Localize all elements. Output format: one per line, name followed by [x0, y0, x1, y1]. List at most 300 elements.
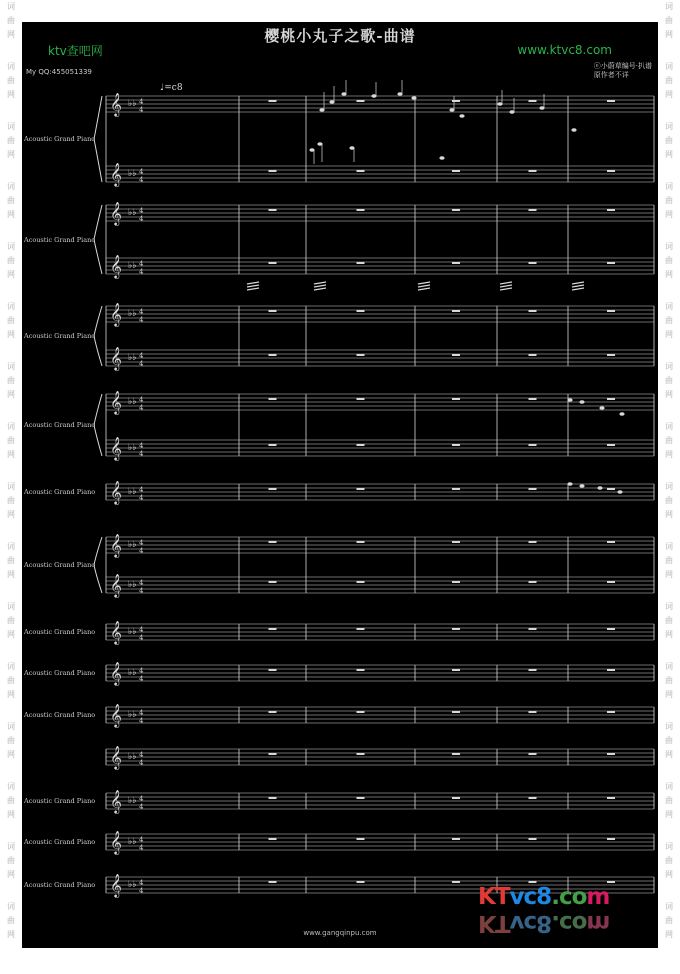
whole-rest — [607, 398, 615, 400]
instrument-label: Acoustic Grand Piano — [24, 838, 96, 846]
margin-char: 曲 — [7, 76, 15, 85]
margin-char: 词 — [7, 902, 15, 911]
margin-char: 曲 — [665, 796, 673, 805]
whole-rest — [357, 354, 365, 356]
whole-rest — [452, 100, 460, 102]
margin-char: 曲 — [7, 556, 15, 565]
whole-rest — [452, 838, 460, 840]
margin-char: 网 — [7, 570, 15, 579]
whole-rest — [269, 100, 277, 102]
whole-rest — [269, 628, 277, 630]
time-sig-top: 4 — [139, 667, 144, 675]
whole-rest — [269, 398, 277, 400]
clef-glyph: 𝄞 — [110, 533, 122, 557]
clef-glyph: 𝄞 — [110, 254, 122, 278]
margin-char: 词 — [665, 782, 673, 791]
score-page — [22, 22, 658, 948]
time-sig-top: 4 — [139, 260, 144, 268]
footer-site: www.gangqinpu.com — [303, 929, 377, 937]
whole-rest — [357, 541, 365, 543]
note-head — [599, 406, 604, 410]
key-signature: ♭♭ — [128, 627, 137, 637]
whole-rest — [269, 488, 277, 490]
margin-char: 曲 — [7, 916, 15, 925]
whole-rest — [269, 581, 277, 583]
time-sig-bottom: 4 — [139, 268, 144, 276]
note-head — [567, 398, 572, 402]
whole-rest — [529, 398, 537, 400]
watermark-right: www.ktvc8.com — [517, 43, 612, 57]
whole-rest — [357, 881, 365, 883]
whole-rest — [269, 310, 277, 312]
clef-glyph: 𝄞 — [110, 480, 122, 504]
time-sig-top: 4 — [139, 626, 144, 634]
tremolo-bar — [500, 282, 512, 284]
margin-char: 曲 — [665, 916, 673, 925]
left-margin-watermark — [0, 0, 22, 974]
key-signature: ♭♭ — [128, 540, 137, 550]
whole-rest — [269, 797, 277, 799]
margin-char: 词 — [665, 662, 673, 671]
instrument-label: Acoustic Grand Piano — [24, 488, 96, 496]
margin-char: 网 — [7, 330, 15, 339]
whole-rest — [529, 310, 537, 312]
margin-char: 词 — [665, 542, 673, 551]
margin-char: 曲 — [7, 676, 15, 685]
time-sig-top: 4 — [139, 579, 144, 587]
instrument-label: Acoustic Grand Piano — [24, 881, 96, 889]
margin-char: 曲 — [665, 256, 673, 265]
margin-char: 网 — [665, 810, 673, 819]
margin-char: 词 — [7, 362, 15, 371]
instrument-label: Acoustic Grand Piano — [24, 561, 96, 569]
note-head — [439, 156, 444, 160]
note-head — [597, 486, 602, 490]
margin-char: 曲 — [665, 736, 673, 745]
whole-rest — [529, 488, 537, 490]
time-sig-top: 4 — [139, 751, 144, 759]
clef-glyph: 𝄞 — [110, 436, 122, 460]
whole-rest — [529, 753, 537, 755]
margin-char: 词 — [7, 542, 15, 551]
note-head — [571, 128, 576, 132]
tremolo-bar — [418, 285, 430, 287]
clef-glyph: 𝄞 — [110, 661, 122, 685]
whole-rest — [452, 398, 460, 400]
margin-char: 网 — [665, 390, 673, 399]
margin-char: 网 — [7, 390, 15, 399]
time-sig-top: 4 — [139, 207, 144, 215]
margin-char: 网 — [665, 510, 673, 519]
whole-rest — [607, 581, 615, 583]
whole-rest — [357, 581, 365, 583]
margin-char: 词 — [7, 302, 15, 311]
whole-rest — [269, 354, 277, 356]
margin-char: 网 — [665, 750, 673, 759]
time-sig-bottom: 4 — [139, 404, 144, 412]
instrument-label: Acoustic Grand Piano — [24, 797, 96, 805]
margin-char: 词 — [665, 182, 673, 191]
margin-char: 曲 — [665, 196, 673, 205]
note-head — [619, 412, 624, 416]
margin-char: 词 — [665, 902, 673, 911]
key-signature: ♭♭ — [128, 309, 137, 319]
key-signature: ♭♭ — [128, 752, 137, 762]
tremolo-bar — [418, 282, 430, 284]
margin-char: 网 — [665, 570, 673, 579]
time-sig-bottom: 4 — [139, 215, 144, 223]
instrument-label: Acoustic Grand Piano — [24, 235, 96, 244]
whole-rest — [269, 541, 277, 543]
whole-rest — [452, 488, 460, 490]
whole-rest — [607, 797, 615, 799]
time-sig-bottom: 4 — [139, 547, 144, 555]
whole-rest — [607, 488, 615, 490]
instrument-label: Acoustic Grand Piano — [24, 332, 96, 340]
key-signature: ♭♭ — [128, 443, 137, 453]
whole-rest — [357, 753, 365, 755]
margin-char: 词 — [7, 602, 15, 611]
margin-char: 曲 — [665, 316, 673, 325]
whole-rest — [607, 209, 615, 211]
time-sig-bottom: 4 — [139, 587, 144, 595]
whole-rest — [607, 881, 615, 883]
tremolo-bar — [572, 285, 584, 287]
whole-rest — [357, 838, 365, 840]
clef-glyph: 𝄞 — [110, 789, 122, 813]
time-sig-top: 4 — [139, 352, 144, 360]
margin-char: 词 — [665, 722, 673, 731]
time-sig-bottom: 4 — [139, 450, 144, 458]
instrument-label: Acoustic Grand Piano — [24, 421, 96, 429]
tremolo-bar — [247, 288, 259, 290]
margin-char: 网 — [665, 870, 673, 879]
whole-rest — [452, 797, 460, 799]
key-signature: ♭♭ — [128, 796, 137, 806]
time-sig-top: 4 — [139, 396, 144, 404]
margin-char: 词 — [7, 122, 15, 131]
key-signature: ♭♭ — [128, 880, 137, 890]
margin-char: 词 — [7, 782, 15, 791]
margin-char: 网 — [7, 30, 15, 39]
margin-char: 网 — [7, 270, 15, 279]
whole-rest — [529, 262, 537, 264]
whole-rest — [357, 262, 365, 264]
time-sig-bottom: 4 — [139, 717, 144, 725]
whole-rest — [269, 262, 277, 264]
margin-char: 网 — [665, 90, 673, 99]
tempo-marking: ♩=c8 — [160, 83, 183, 93]
whole-rest — [269, 444, 277, 446]
instrument-label: Acoustic Grand Piano — [24, 669, 96, 677]
whole-rest — [357, 797, 365, 799]
clef-glyph: 𝄞 — [110, 302, 122, 326]
tremolo-bar — [314, 285, 326, 287]
margin-char: 网 — [7, 210, 15, 219]
whole-rest — [269, 881, 277, 883]
whole-rest — [607, 100, 615, 102]
whole-rest — [529, 541, 537, 543]
whole-rest — [529, 209, 537, 211]
time-sig-bottom: 4 — [139, 316, 144, 324]
margin-char: 曲 — [665, 676, 673, 685]
whole-rest — [452, 262, 460, 264]
whole-rest — [357, 398, 365, 400]
margin-char: 曲 — [665, 16, 673, 25]
key-signature: ♭♭ — [128, 487, 137, 497]
whole-rest — [269, 170, 277, 172]
margin-char: 网 — [7, 510, 15, 519]
right-margin-watermark — [658, 0, 680, 974]
clef-glyph: 𝄞 — [110, 745, 122, 769]
whole-rest — [607, 711, 615, 713]
note-head — [459, 114, 464, 118]
whole-rest — [607, 541, 615, 543]
tremolo-bar — [572, 282, 584, 284]
time-sig-top: 4 — [139, 795, 144, 803]
clef-glyph: 𝄞 — [110, 620, 122, 644]
clef-glyph: 𝄞 — [110, 830, 122, 854]
key-signature: ♭♭ — [128, 668, 137, 678]
whole-rest — [607, 628, 615, 630]
contact-line: My QQ:455051339 — [26, 68, 92, 76]
time-sig-top: 4 — [139, 836, 144, 844]
margin-char: 网 — [7, 630, 15, 639]
key-signature: ♭♭ — [128, 353, 137, 363]
note-head — [579, 484, 584, 488]
margin-char: 曲 — [7, 736, 15, 745]
whole-rest — [452, 170, 460, 172]
tremolo-bar — [418, 288, 430, 290]
time-sig-bottom: 4 — [139, 844, 144, 852]
instrument-label: Acoustic Grand Piano — [24, 135, 96, 143]
margin-char: 曲 — [665, 556, 673, 565]
margin-char: 网 — [7, 870, 15, 879]
margin-char: 词 — [665, 842, 673, 851]
clef-glyph: 𝄞 — [110, 162, 122, 186]
ktvc8-logo: KTvc8.com — [478, 884, 610, 910]
note-head — [411, 96, 416, 100]
tremolo-bar — [314, 282, 326, 284]
margin-char: 曲 — [7, 616, 15, 625]
margin-char: 网 — [665, 30, 673, 39]
margin-char: 词 — [665, 122, 673, 131]
whole-rest — [607, 354, 615, 356]
margin-char: 曲 — [7, 256, 15, 265]
time-sig-bottom: 4 — [139, 360, 144, 368]
whole-rest — [452, 354, 460, 356]
key-signature: ♭♭ — [128, 837, 137, 847]
margin-char: 网 — [665, 690, 673, 699]
whole-rest — [607, 310, 615, 312]
whole-rest — [357, 100, 365, 102]
arranger-line-2: 原作者不详 — [593, 71, 629, 79]
margin-char: 词 — [665, 482, 673, 491]
tremolo-bar — [314, 288, 326, 290]
time-sig-top: 4 — [139, 539, 144, 547]
margin-char: 曲 — [665, 76, 673, 85]
margin-char: 词 — [7, 182, 15, 191]
margin-char: 词 — [7, 482, 15, 491]
time-sig-bottom: 4 — [139, 106, 144, 114]
note-head — [579, 400, 584, 404]
whole-rest — [269, 753, 277, 755]
margin-char: 词 — [7, 422, 15, 431]
key-signature: ♭♭ — [128, 99, 137, 109]
score-staves — [22, 22, 658, 948]
margin-char: 曲 — [7, 376, 15, 385]
margin-char: 网 — [7, 450, 15, 459]
time-sig-top: 4 — [139, 709, 144, 717]
whole-rest — [452, 541, 460, 543]
time-sig-top: 4 — [139, 879, 144, 887]
tremolo-bar — [500, 288, 512, 290]
whole-rest — [529, 581, 537, 583]
margin-char: 词 — [665, 242, 673, 251]
time-sig-bottom: 4 — [139, 634, 144, 642]
margin-char: 网 — [7, 690, 15, 699]
whole-rest — [529, 711, 537, 713]
whole-rest — [607, 669, 615, 671]
whole-rest — [357, 310, 365, 312]
margin-char: 词 — [665, 362, 673, 371]
time-sig-top: 4 — [139, 486, 144, 494]
clef-glyph: 𝄞 — [110, 92, 122, 116]
tremolo-bar — [572, 288, 584, 290]
margin-char: 曲 — [7, 136, 15, 145]
margin-char: 网 — [665, 930, 673, 939]
instrument-label: Acoustic Grand Piano — [24, 711, 96, 719]
whole-rest — [269, 838, 277, 840]
margin-char: 网 — [7, 810, 15, 819]
margin-char: 网 — [7, 750, 15, 759]
margin-char: 词 — [665, 302, 673, 311]
margin-char: 曲 — [7, 856, 15, 865]
whole-rest — [357, 170, 365, 172]
margin-char: 曲 — [7, 316, 15, 325]
margin-char: 曲 — [665, 436, 673, 445]
note-head — [617, 490, 622, 494]
key-signature: ♭♭ — [128, 261, 137, 271]
whole-rest — [529, 100, 537, 102]
time-sig-bottom: 4 — [139, 176, 144, 184]
key-signature: ♭♭ — [128, 710, 137, 720]
time-sig-top: 4 — [139, 98, 144, 106]
whole-rest — [452, 310, 460, 312]
time-sig-bottom: 4 — [139, 675, 144, 683]
margin-char: 词 — [7, 722, 15, 731]
tremolo-bar — [247, 282, 259, 284]
time-sig-top: 4 — [139, 308, 144, 316]
time-sig-bottom: 4 — [139, 494, 144, 502]
margin-char: 曲 — [7, 796, 15, 805]
key-signature: ♭♭ — [128, 580, 137, 590]
whole-rest — [357, 444, 365, 446]
margin-char: 网 — [665, 450, 673, 459]
score-title: 樱桃小丸子之歌-曲谱 — [264, 27, 416, 45]
margin-char: 曲 — [665, 856, 673, 865]
whole-rest — [452, 581, 460, 583]
whole-rest — [357, 209, 365, 211]
whole-rest — [357, 711, 365, 713]
whole-rest — [357, 628, 365, 630]
margin-char: 曲 — [665, 616, 673, 625]
margin-char: 网 — [665, 330, 673, 339]
whole-rest — [269, 209, 277, 211]
note-head — [567, 482, 572, 486]
time-sig-top: 4 — [139, 168, 144, 176]
whole-rest — [452, 753, 460, 755]
margin-char: 词 — [7, 842, 15, 851]
whole-rest — [452, 881, 460, 883]
whole-rest — [452, 444, 460, 446]
whole-rest — [529, 881, 537, 883]
watermark-left: ktv查吧网 — [48, 44, 103, 58]
arranger-line-1: ⓔ小蔚草编号·扒谱 — [593, 62, 652, 70]
whole-rest — [529, 444, 537, 446]
margin-char: 曲 — [7, 16, 15, 25]
whole-rest — [529, 628, 537, 630]
whole-rest — [529, 170, 537, 172]
ktvc8-logo-reflection: KTvc8.com — [478, 910, 610, 936]
clef-glyph: 𝄞 — [110, 703, 122, 727]
whole-rest — [607, 170, 615, 172]
whole-rest — [452, 711, 460, 713]
clef-glyph: 𝄞 — [110, 201, 122, 225]
whole-rest — [607, 444, 615, 446]
whole-rest — [452, 209, 460, 211]
whole-rest — [529, 669, 537, 671]
whole-rest — [357, 488, 365, 490]
key-signature: ♭♭ — [128, 208, 137, 218]
clef-glyph: 𝄞 — [110, 346, 122, 370]
whole-rest — [529, 354, 537, 356]
margin-char: 网 — [7, 150, 15, 159]
margin-char: 词 — [7, 242, 15, 251]
key-signature: ♭♭ — [128, 397, 137, 407]
clef-glyph: 𝄞 — [110, 390, 122, 414]
margin-char: 网 — [7, 930, 15, 939]
margin-char: 词 — [7, 2, 15, 11]
whole-rest — [357, 669, 365, 671]
margin-char: 网 — [7, 90, 15, 99]
whole-rest — [607, 262, 615, 264]
tremolo-bar — [247, 285, 259, 287]
whole-rest — [529, 838, 537, 840]
margin-char: 曲 — [7, 436, 15, 445]
time-sig-bottom: 4 — [139, 887, 144, 895]
whole-rest — [452, 669, 460, 671]
time-sig-bottom: 4 — [139, 803, 144, 811]
margin-char: 网 — [665, 630, 673, 639]
margin-char: 词 — [665, 62, 673, 71]
margin-char: 词 — [665, 2, 673, 11]
tremolo-bar — [500, 285, 512, 287]
whole-rest — [452, 628, 460, 630]
margin-char: 词 — [665, 602, 673, 611]
time-sig-bottom: 4 — [139, 759, 144, 767]
clef-glyph: 𝄞 — [110, 573, 122, 597]
margin-char: 网 — [665, 270, 673, 279]
whole-rest — [529, 797, 537, 799]
margin-char: 网 — [665, 210, 673, 219]
whole-rest — [607, 753, 615, 755]
instrument-label: Acoustic Grand Piano — [24, 628, 96, 636]
whole-rest — [607, 838, 615, 840]
clef-glyph: 𝄞 — [110, 873, 122, 897]
margin-char: 词 — [7, 62, 15, 71]
key-signature: ♭♭ — [128, 169, 137, 179]
